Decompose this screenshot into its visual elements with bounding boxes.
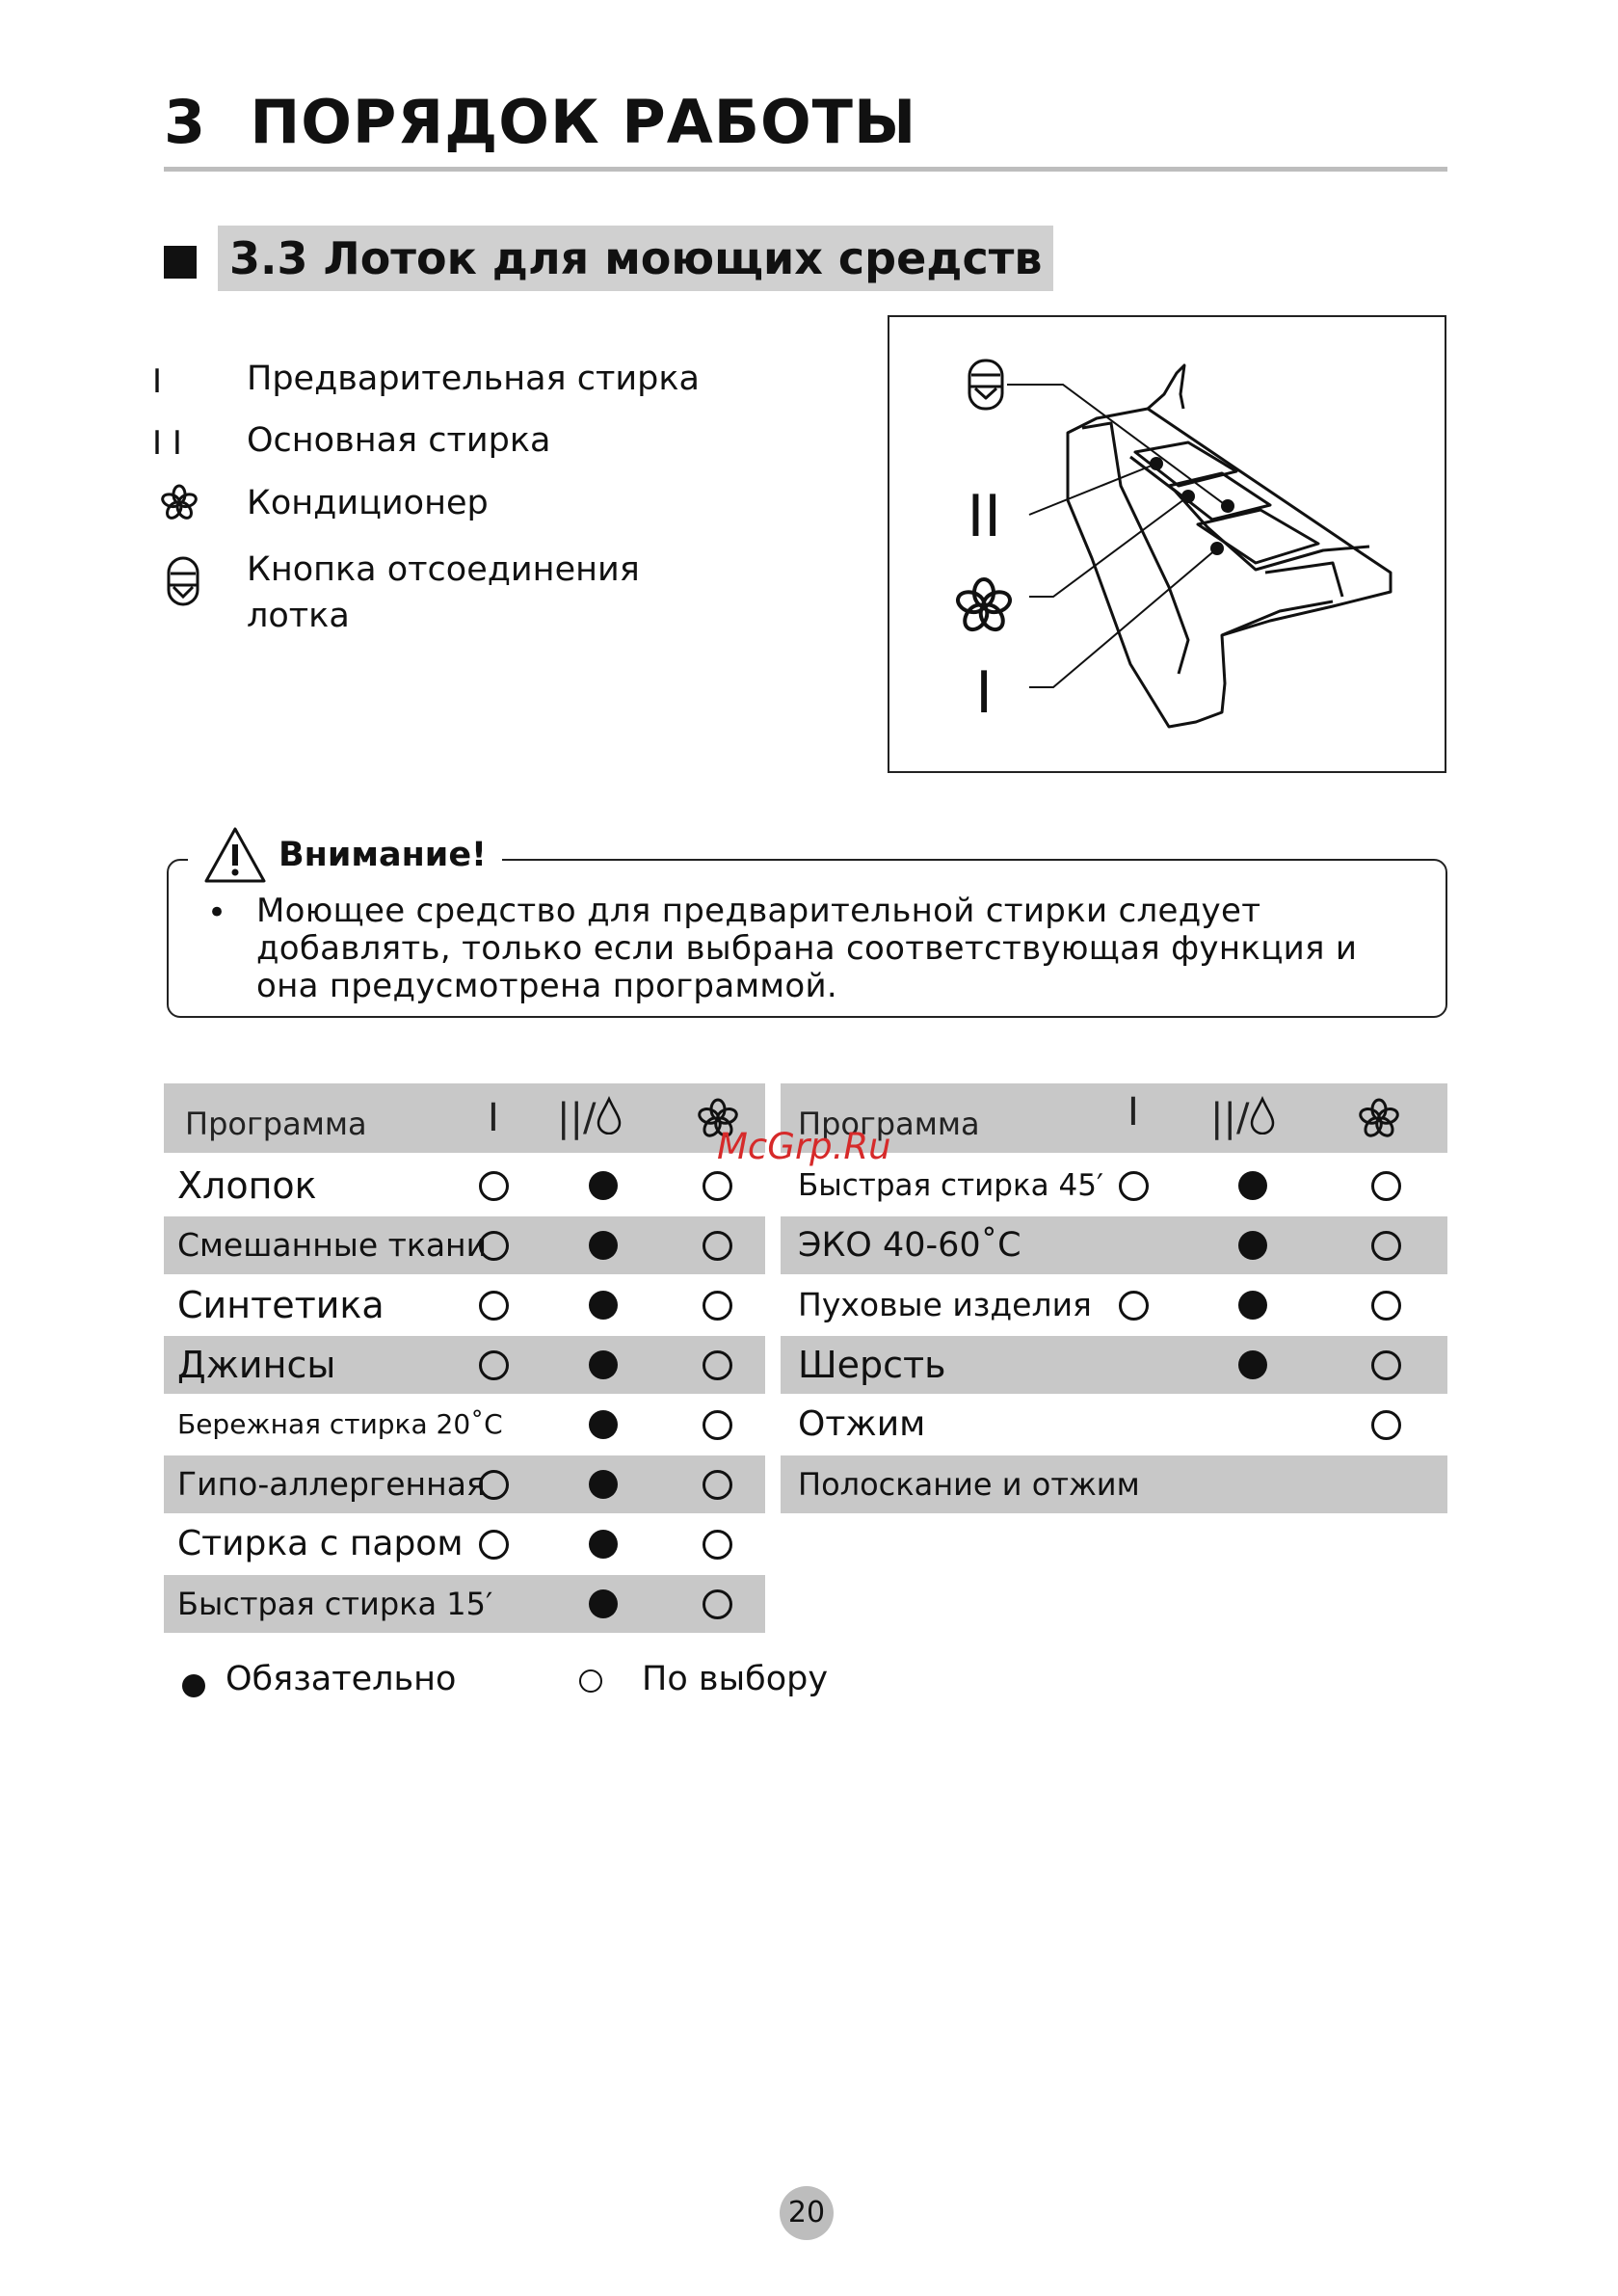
page-number: 20 [780, 2186, 834, 2240]
warning-text: Моющее средство для предварительной стирки следует добавлять, только если выбрана соответствующая функция и она предусмотрена программой. [256, 892, 1358, 1005]
program-name: ЭКО 40-60˚С [798, 1226, 1021, 1265]
optional-dot [1119, 1291, 1149, 1321]
program-name: Стирка с паром [177, 1524, 464, 1563]
legend-release-line2: лотка [247, 597, 350, 635]
program-name: Отжим [798, 1404, 926, 1444]
program-name: Хлопок [177, 1164, 317, 1207]
required-dot [1238, 1350, 1267, 1379]
soft-cell [693, 1216, 741, 1274]
pre-cell [469, 1515, 517, 1573]
table-row [164, 1216, 765, 1274]
soft-cell [693, 1396, 741, 1454]
main-cell [1229, 1336, 1277, 1394]
header-program: Программа [798, 1106, 980, 1142]
main-cell [579, 1157, 627, 1215]
soft-cell [693, 1336, 741, 1394]
pre-cell [469, 1157, 517, 1215]
table-row [164, 1336, 765, 1394]
optional-dot [703, 1171, 732, 1201]
key-optional: По выбору [642, 1660, 829, 1698]
tray-release-icon [167, 556, 199, 606]
required-dot [589, 1291, 618, 1320]
dispenser-illustration [889, 317, 1445, 771]
required-dot [589, 1231, 618, 1260]
soft-cell [1362, 1336, 1410, 1394]
optional-dot [1371, 1171, 1401, 1201]
main-cell [579, 1575, 627, 1633]
diagram-flower-icon [955, 579, 1012, 634]
main-cell [579, 1336, 627, 1394]
soft-cell [1362, 1157, 1410, 1215]
program-name: Бережная стирка 20˚С [177, 1408, 503, 1440]
main-cell [1229, 1276, 1277, 1334]
main-cell [1229, 1157, 1277, 1215]
chapter-number: 3 [164, 87, 207, 157]
header-program: Программа [185, 1106, 367, 1142]
table-row [164, 1157, 765, 1215]
program-name: Джинсы [177, 1344, 336, 1386]
chapter-divider [164, 167, 1447, 172]
table-header [164, 1083, 765, 1153]
required-dot [589, 1350, 618, 1379]
pre-cell [469, 1455, 517, 1513]
optional-dot [479, 1530, 509, 1560]
drop-icon [596, 1096, 623, 1135]
required-dot [589, 1410, 618, 1439]
soft-cell [693, 1455, 741, 1513]
table-row [164, 1455, 765, 1513]
soft-cell [1362, 1276, 1410, 1334]
pre-cell [469, 1216, 517, 1274]
optional-dot [703, 1231, 732, 1261]
legend-mainwash: Основная стирка [247, 421, 551, 460]
main-cell [1229, 1216, 1277, 1274]
soft-cell [693, 1575, 741, 1633]
optional-dot [703, 1350, 732, 1380]
required-dot [589, 1530, 618, 1559]
table-row [164, 1575, 765, 1633]
chapter-name: ПОРЯДОК РАБОТЫ [250, 87, 917, 157]
legend-softener: Кондиционер [247, 484, 489, 522]
optional-dot [479, 1231, 509, 1261]
program-name: Гипо-аллергенная [177, 1465, 486, 1503]
optional-dot [1371, 1350, 1401, 1380]
table-row [164, 1396, 765, 1454]
soft-cell [1362, 1216, 1410, 1274]
program-name: Быстрая стирка 45′ [798, 1168, 1104, 1203]
warning-header [188, 826, 502, 884]
warning-title: Внимание! [279, 836, 488, 874]
main-cell [579, 1515, 627, 1573]
required-dot [1238, 1291, 1267, 1320]
pre-cell [1109, 1276, 1157, 1334]
required-key-icon [182, 1674, 205, 1697]
pre-cell [1109, 1157, 1157, 1215]
optional-dot [703, 1291, 732, 1321]
optional-key-icon [579, 1669, 602, 1693]
flower-icon [160, 484, 199, 522]
header-flower-icon [1357, 1097, 1401, 1141]
optional-dot [1119, 1171, 1149, 1201]
table-row [781, 1336, 1447, 1394]
table-row [781, 1216, 1447, 1274]
dispenser-diagram [888, 315, 1446, 773]
table-row [781, 1455, 1447, 1513]
program-name: Пуховые изделия [798, 1286, 1092, 1323]
soft-cell [1362, 1396, 1410, 1454]
warning-icon [203, 826, 267, 884]
table-row [164, 1276, 765, 1334]
soft-cell [693, 1276, 741, 1334]
program-name: Быстрая стирка 15′ [177, 1586, 493, 1622]
optional-dot [1371, 1291, 1401, 1321]
legend-release-line1: Кнопка отсоединения [247, 550, 640, 589]
legend-prewash: Предварительная стирка [247, 360, 700, 398]
warning-bullet: • [207, 894, 227, 932]
mainwash-symbol: I I [152, 424, 182, 463]
key-required: Обязательно [225, 1660, 457, 1698]
optional-dot [479, 1350, 509, 1380]
pre-cell [469, 1276, 517, 1334]
required-dot [1238, 1231, 1267, 1260]
optional-dot [703, 1589, 732, 1619]
required-dot [589, 1589, 618, 1618]
header-mainwash [557, 1083, 623, 1153]
required-dot [589, 1470, 618, 1499]
watermark: McGrp.Ru [717, 1126, 891, 1167]
soft-cell [693, 1515, 741, 1573]
main-cell [579, 1455, 627, 1513]
main-cell [579, 1216, 627, 1274]
pre-cell [469, 1336, 517, 1394]
main-cell [579, 1276, 627, 1334]
optional-dot [1371, 1231, 1401, 1261]
table-row [164, 1515, 765, 1573]
header-mainwash-label: ||/ [1210, 1096, 1250, 1140]
program-table-left [164, 1083, 765, 1639]
table-row [781, 1396, 1447, 1454]
table-row [781, 1276, 1447, 1334]
optional-dot [479, 1291, 509, 1321]
header-mainwash-label: ||/ [557, 1096, 597, 1140]
program-name: Синтетика [177, 1284, 385, 1326]
diagram-label-main: II [967, 483, 1001, 550]
section-marker [164, 246, 197, 279]
header-prewash: I [1127, 1090, 1139, 1135]
drop-icon [1249, 1096, 1276, 1135]
diagram-label-pre: I [975, 659, 993, 727]
optional-dot [703, 1530, 732, 1560]
main-cell [579, 1396, 627, 1454]
program-name: Смешанные ткани [177, 1226, 488, 1264]
section-title: 3.3 Лоток для моющих средств [218, 226, 1053, 291]
optional-dot [479, 1171, 509, 1201]
optional-dot [1371, 1410, 1401, 1440]
header-mainwash [1210, 1083, 1276, 1153]
required-dot [1238, 1171, 1267, 1200]
optional-dot [703, 1470, 732, 1500]
program-name: Шерсть [798, 1344, 946, 1386]
header-prewash: I [488, 1096, 499, 1140]
optional-dot [479, 1470, 509, 1500]
required-dot [589, 1171, 618, 1200]
chapter-title [164, 87, 916, 157]
prewash-symbol: I [152, 362, 163, 401]
optional-dot [703, 1410, 732, 1440]
program-name: Полоскание и отжим [798, 1466, 1140, 1503]
